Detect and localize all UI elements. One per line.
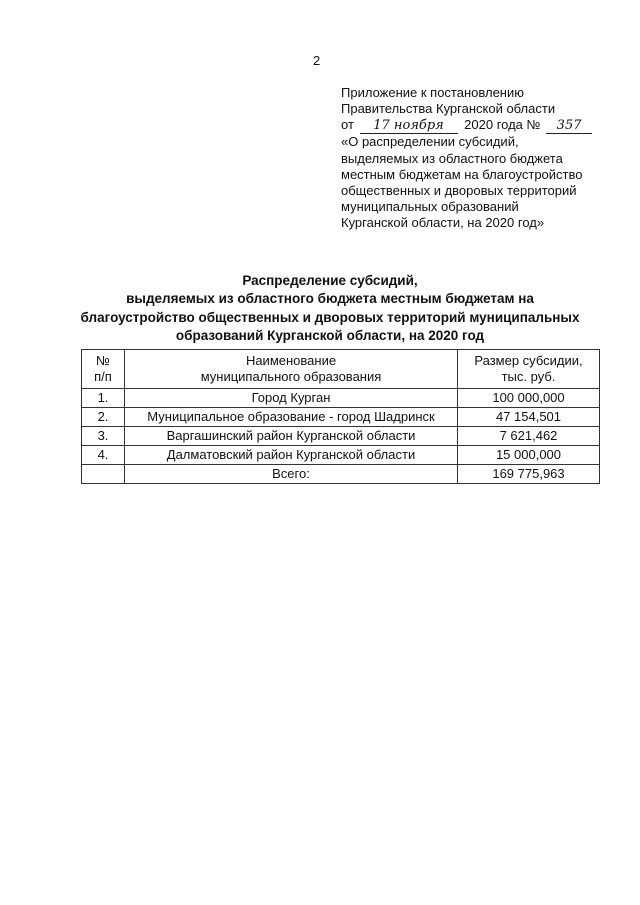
total-label: Всего: xyxy=(125,465,458,484)
row-num: 4. xyxy=(82,446,125,465)
appendix-line: муниципальных образований xyxy=(341,199,519,215)
appendix-date-line xyxy=(341,117,631,134)
total-amount: 169 775,963 xyxy=(458,465,600,484)
header-amount: Размер субсидии, тыс. руб. xyxy=(458,350,600,389)
header-name: Наименование муниципального образования xyxy=(125,350,458,389)
row-amount: 100 000,000 xyxy=(458,389,600,408)
row-num: 2. xyxy=(82,408,125,427)
table-row xyxy=(82,446,600,465)
appendix-block xyxy=(341,85,631,232)
appendix-line: местным бюджетам на благоустройство xyxy=(341,166,583,182)
row-num: 1. xyxy=(82,389,125,408)
header-num: № п/п xyxy=(82,350,125,389)
appendix-line: Правительства Курганской области xyxy=(341,101,556,117)
row-name: Муниципальное образование - город Шадринск xyxy=(125,408,458,427)
table-header-row xyxy=(82,350,600,389)
row-amount: 47 154,501 xyxy=(458,408,600,427)
table-total-row xyxy=(82,465,600,484)
document-title xyxy=(70,272,590,346)
subsidies-table xyxy=(81,349,600,484)
total-num xyxy=(82,465,125,484)
row-name: Далматовский район Курганской области xyxy=(125,446,458,465)
appendix-line: Курганской области, на 2020 год» xyxy=(341,215,545,231)
appendix-line: общественных и дворовых территорий xyxy=(341,183,577,199)
appendix-line: Приложение к постановлению xyxy=(341,85,524,100)
title-line: образований Курганской области, на 2020 год xyxy=(175,328,485,344)
title-line: Распределение субсидий, xyxy=(242,273,418,288)
table-row xyxy=(82,427,600,446)
title-line: благоустройство общественных и дворовых территорий муниципальных xyxy=(80,309,580,325)
row-amount: 7 621,462 xyxy=(458,427,600,446)
page-number: 2 xyxy=(313,53,321,68)
handwritten-date: 17 ноября xyxy=(360,119,458,134)
row-num: 3. xyxy=(82,427,125,446)
year-text: 2020 года № xyxy=(464,117,541,133)
handwritten-number: 357 xyxy=(546,119,592,134)
from-label: от xyxy=(341,117,354,133)
appendix-line: выделяемых из областного бюджета xyxy=(341,150,563,166)
table-row xyxy=(82,389,600,408)
row-amount: 15 000,000 xyxy=(458,446,600,465)
appendix-line: «О распределении субсидий, xyxy=(341,134,519,150)
table-row xyxy=(82,408,600,427)
row-name: Варгашинский район Курганской области xyxy=(125,427,458,446)
row-name: Город Курган xyxy=(125,389,458,408)
title-line: выделяемых из областного бюджета местным бюджетам на xyxy=(126,291,534,307)
